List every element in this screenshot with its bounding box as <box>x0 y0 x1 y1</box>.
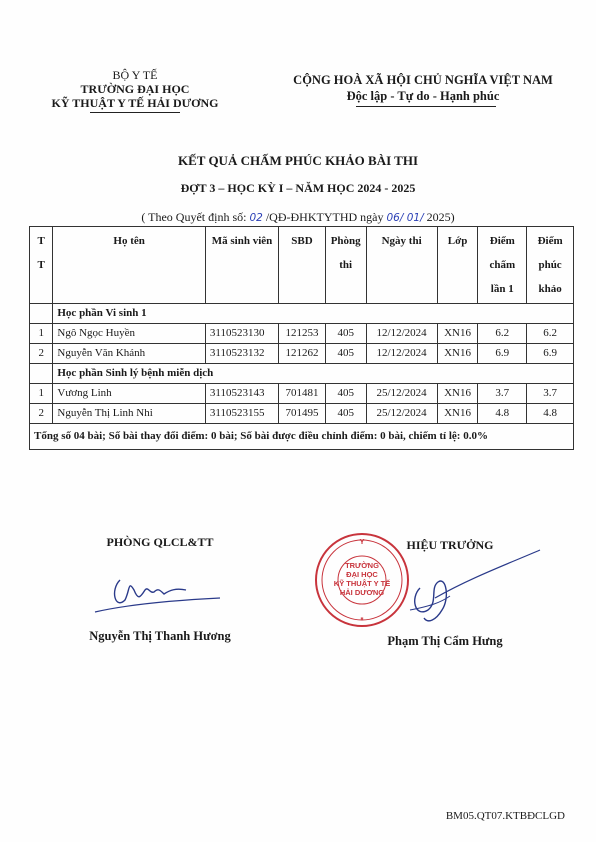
cell-room: 405 <box>325 384 366 404</box>
cell-exam-date: 25/12/2024 <box>366 404 437 424</box>
section-row <box>30 304 574 324</box>
cell-score1: 4.8 <box>478 404 527 424</box>
header-class: Lớp <box>437 227 478 304</box>
rector-signature <box>380 548 550 638</box>
table-row <box>30 384 574 404</box>
cell-score1: 6.2 <box>478 324 527 344</box>
svg-text:*: * <box>360 615 364 624</box>
rector-title: HIỆU TRƯỞNG <box>406 538 494 552</box>
summary-text: Tổng số 04 bài; Số bài thay đổi điểm: 0 bài; Số bài được điều chỉnh điểm: 0 bài, chiếm tỉ lệ: 0.0% <box>30 424 574 450</box>
cell-name: Nguyễn Văn Khánh <box>53 344 206 364</box>
document-subtitle: ĐỢT 3 – HỌC KỲ I – NĂM HỌC 2024 - 2025 <box>180 181 416 195</box>
cell-score1: 3.7 <box>478 384 527 404</box>
seal-line4: HẢI DƯƠNG <box>339 588 385 597</box>
cell-student-id: 3110523130 <box>205 324 278 344</box>
cell-class: XN16 <box>437 344 478 364</box>
cell-student-id: 3110523143 <box>205 384 278 404</box>
cell-sbd: 121253 <box>279 324 326 344</box>
cell-room: 405 <box>325 344 366 364</box>
cell-student-id: 3110523132 <box>205 344 278 364</box>
cell-score1: 6.9 <box>478 344 527 364</box>
cell-tt: 1 <box>30 384 53 404</box>
school-name-line1: TRƯỜNG ĐẠI HỌC <box>80 82 190 96</box>
issuer-underline <box>90 112 180 113</box>
seal-line2: ĐẠI HỌC <box>346 570 378 579</box>
section-title: Học phần Sinh lý bệnh miễn dịch <box>53 364 574 384</box>
cell-class: XN16 <box>437 404 478 424</box>
cell-class: XN16 <box>437 384 478 404</box>
rector-name: Phạm Thị Cẩm Hưng <box>387 634 503 648</box>
cell-room: 405 <box>325 404 366 424</box>
cell-student-id: 3110523155 <box>205 404 278 424</box>
document-title: KẾT QUẢ CHẤM PHÚC KHẢO BÀI THI <box>177 153 419 168</box>
school-name-line2: KỸ THUẬT Y TẾ HẢI DƯƠNG <box>51 96 219 110</box>
svg-text:Y: Y <box>359 537 365 546</box>
qa-office-signature <box>90 560 230 620</box>
cell-sbd: 121262 <box>279 344 326 364</box>
cell-room: 405 <box>325 324 366 344</box>
cell-exam-date: 12/12/2024 <box>366 344 437 364</box>
header-student-id: Mã sinh viên <box>205 227 278 304</box>
seal-line1: TRƯỜNG <box>345 561 379 570</box>
header-name: Họ tên <box>53 227 206 304</box>
table-row <box>30 344 574 364</box>
cell-name: Nguyễn Thị Linh Nhi <box>53 404 206 424</box>
cell-score-review: 3.7 <box>527 384 574 404</box>
qa-office-signer-name: Nguyễn Thị Thanh Hương <box>89 629 231 643</box>
cell-tt: 2 <box>30 404 53 424</box>
decision-prefix: ( Theo Quyết định số: <box>141 210 250 224</box>
decision-suffix: 2025) <box>423 210 455 224</box>
section-row <box>30 364 574 384</box>
issuer-header <box>40 68 230 110</box>
cell-sbd: 701495 <box>279 404 326 424</box>
cell-tt: 2 <box>30 344 53 364</box>
decision-middle: /QĐ-ĐHKTYTHD ngày <box>262 210 387 224</box>
header-tt: TT <box>30 227 53 304</box>
table-row <box>30 324 574 344</box>
cell-sbd: 701481 <box>279 384 326 404</box>
seal-line3: KỸ THUẬT Y TẾ <box>333 579 391 588</box>
cell-exam-date: 12/12/2024 <box>366 324 437 344</box>
table-header-row <box>30 227 574 304</box>
header-room: Phòng thi <box>325 227 366 304</box>
summary-row <box>30 424 574 450</box>
nation-name: CỘNG HOÀ XÃ HỘI CHỦ NGHĨA VIỆT NAM <box>293 73 553 87</box>
header-score1: Điểm chấm lần 1 <box>478 227 527 304</box>
qa-office-title: PHÒNG QLCL&TT <box>106 535 214 549</box>
results-table <box>29 226 574 450</box>
cell-score-review: 4.8 <box>527 404 574 424</box>
section-title: Học phần Vi sinh 1 <box>53 304 574 324</box>
decision-number-handwritten: 02 <box>249 212 263 224</box>
header-score-review: Điểm phúc khảo <box>527 227 574 304</box>
national-header <box>278 72 568 104</box>
decision-date-handwritten: 06/ 01/ <box>386 212 424 224</box>
table-row <box>30 404 574 424</box>
section-spacer <box>30 364 53 384</box>
cell-exam-date: 25/12/2024 <box>366 384 437 404</box>
cell-score-review: 6.9 <box>527 344 574 364</box>
motto-underline <box>356 106 496 107</box>
header-exam-date: Ngày thi <box>366 227 437 304</box>
decision-reference <box>0 210 596 225</box>
section-spacer <box>30 304 53 324</box>
cell-class: XN16 <box>437 324 478 344</box>
cell-name: Ngô Ngọc Huyền <box>53 324 206 344</box>
header-sbd: SBD <box>279 227 326 304</box>
ministry-name: BỘ Y TẾ <box>112 68 158 82</box>
cell-score-review: 6.2 <box>527 324 574 344</box>
cell-name: Vương Linh <box>53 384 206 404</box>
national-motto: Độc lập - Tự do - Hạnh phúc <box>346 89 500 103</box>
form-code: BM05.QT07.KTBĐCLGD <box>445 810 565 822</box>
cell-tt: 1 <box>30 324 53 344</box>
